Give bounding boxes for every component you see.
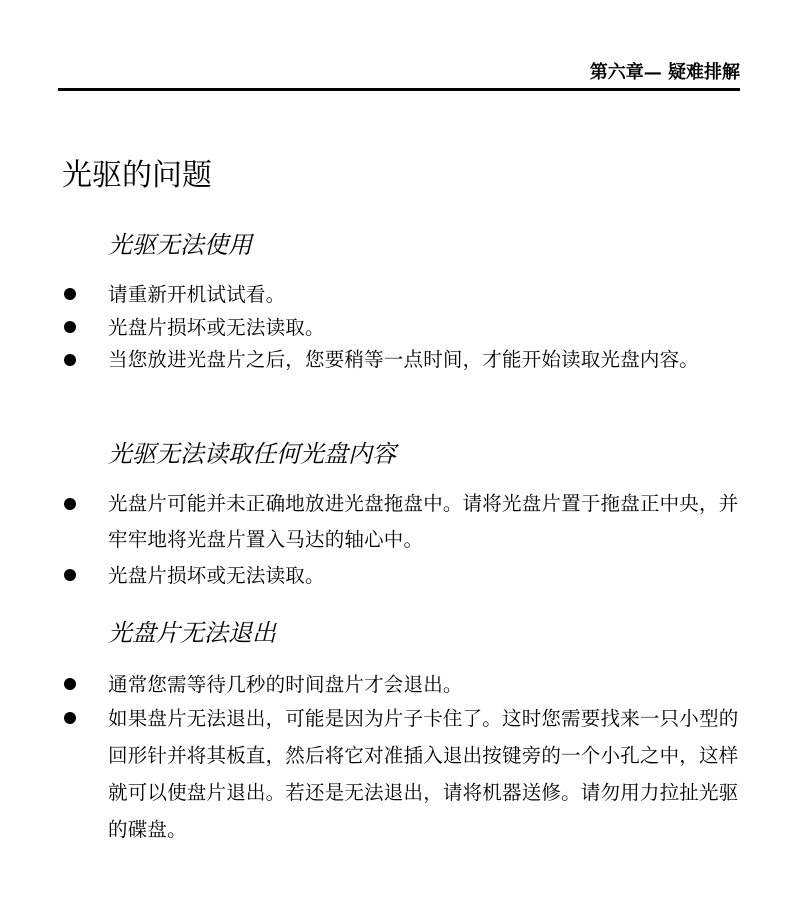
subsection-heading-drive-unusable: 光驱无法使用	[108, 231, 252, 259]
list-item-text: 通常您需等待几秒的时间盘片才会退出。	[108, 673, 463, 696]
bullet-icon	[64, 678, 76, 690]
bullet-icon	[64, 712, 76, 724]
bullet-icon	[64, 288, 76, 300]
list-item-text: 请重新开机试试看。	[108, 283, 286, 306]
bullet-icon	[64, 498, 76, 510]
list-item-text: 光盘片可能并未正确地放进光盘拖盘中。请将光盘片置于拖盘正中央，并牢牢地将光盘片置入马达的轴心中。	[108, 492, 739, 551]
bullet-icon	[64, 321, 76, 333]
list-item-text: 光盘片损坏或无法读取。	[108, 316, 325, 339]
subsection-heading-cannot-eject: 光盘片无法退出	[108, 619, 276, 647]
bullet-icon	[64, 569, 76, 581]
page-header: 第六章— 疑难排解	[589, 62, 740, 83]
list-item-text: 当您放进光盘片之后，您要稍等一点时间，才能开始读取光盘内容。	[108, 348, 700, 371]
list-item-text: 如果盘片无法退出，可能是因为片子卡住了。这时您需要找来一只小型的回形针并将其板直，然后将它对准插入退出按键旁的一个小孔之中，这样就可以使盘片退出。若还是无法退出，请将机器送修。请勿用力拉扯光驱的碟盘。	[108, 707, 739, 841]
list-item-text: 光盘片损坏或无法读取。	[108, 564, 325, 587]
subsection-heading-cannot-read: 光驱无法读取任何光盘内容	[108, 440, 396, 468]
header-rule	[58, 88, 740, 91]
section-title: 光驱的问题	[62, 158, 212, 193]
bullet-icon	[64, 354, 76, 366]
